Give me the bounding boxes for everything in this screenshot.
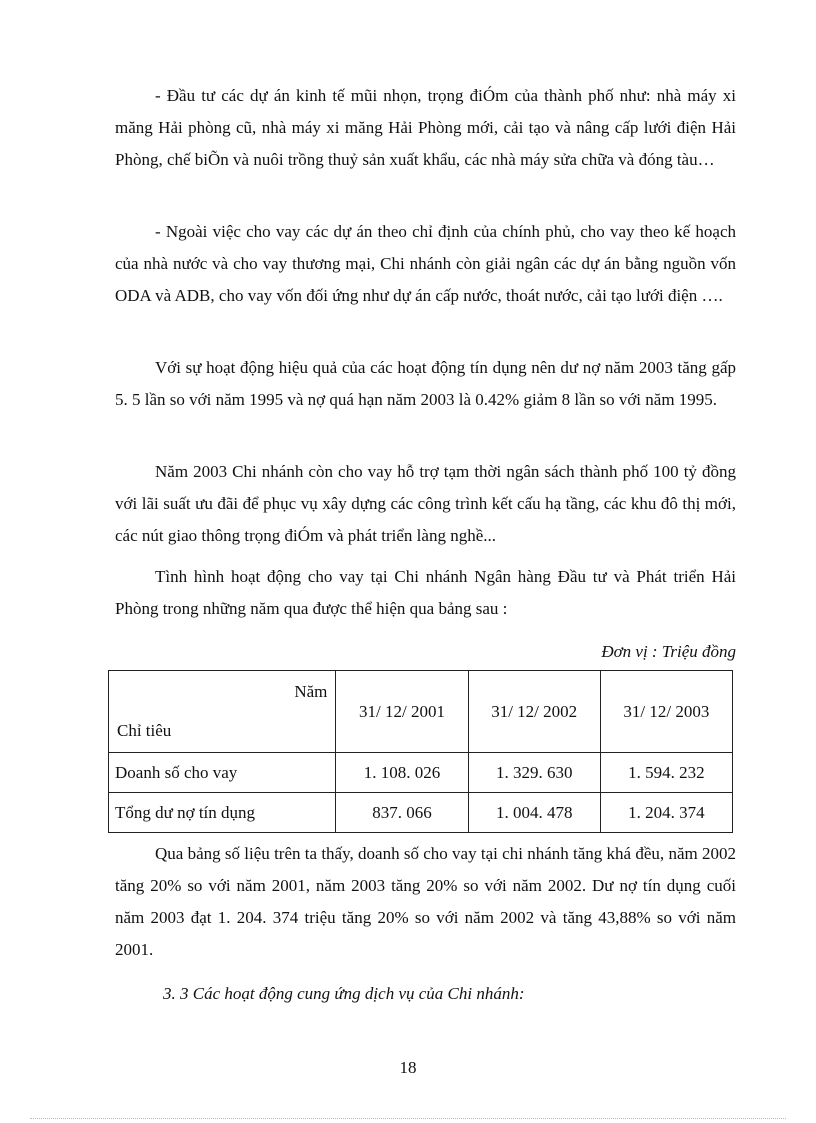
header-year-label: Năm [294, 682, 328, 701]
column-header: 31/ 12/ 2002 [468, 671, 600, 753]
table-cell: 1. 204. 374 [600, 793, 732, 833]
row-label: Doanh số cho vay [109, 753, 336, 793]
lending-table [108, 670, 733, 833]
column-header: 31/ 12/ 2001 [336, 671, 468, 753]
paragraph-analysis: Qua bảng số liệu trên ta thấy, doanh số cho vay tại chi nhánh tăng khá đều, năm 2002 tăng 20% so với năm 2001, năm 2003 tăng 20% so với năm 2002. Dư nợ tín dụng cuối năm 2003 đạt 1. 204. 374 triệu tăng 20% so với năm 2002 và tăng 43,88% so với năm 2001. [115, 844, 736, 959]
page-number: 18 [399, 1058, 417, 1077]
table-corner-cell [109, 671, 336, 753]
table-cell: 1. 004. 478 [468, 793, 600, 833]
table-cell: 1. 329. 630 [468, 753, 600, 793]
footer-divider [30, 1118, 786, 1119]
section-heading: 3. 3 Các hoạt động cung ứng dịch vụ của Chi nhánh: [163, 984, 525, 1003]
table-cell: 1. 108. 026 [336, 753, 468, 793]
table-cell: 837. 066 [336, 793, 468, 833]
paragraph-budget-support: Năm 2003 Chi nhánh còn cho vay hỗ trợ tạm thời ngân sách thành phố 100 tỷ đồng với lãi suất ưu đãi để phục vụ xây dựng các công trình kết cấu hạ tầng, các khu đô thị mới, các nút giao thông trọng điÓm và phát triển làng nghề... [115, 462, 736, 545]
unit-note: Đơn vị : Triệu đồng [601, 642, 736, 661]
header-indicator-label: Chỉ tiêu [117, 721, 172, 740]
table-header-row [109, 671, 733, 753]
paragraph-table-intro: Tình hình hoạt động cho vay tại Chi nhánh Ngân hàng Đầu tư và Phát triển Hải Phòng trong những năm qua được thể hiện qua bảng sau : [115, 567, 736, 618]
column-header: 31/ 12/ 2003 [600, 671, 732, 753]
table-row [109, 793, 733, 833]
paragraph-efficiency: Với sự hoạt động hiệu quả của các hoạt động tín dụng nên dư nợ năm 2003 tăng gấp 5. 5 lần so với năm 1995 và nợ quá hạn năm 2003 là 0.42% giảm 8 lần so với năm 1995. [115, 358, 736, 409]
table-row [109, 753, 733, 793]
table-cell: 1. 594. 232 [600, 753, 732, 793]
row-label: Tổng dư nợ tín dụng [109, 793, 336, 833]
paragraph-investment: - Đầu tư các dự án kinh tế mũi nhọn, trọng điÓm của thành phố như: nhà máy xi măng Hải phòng cũ, nhà máy xi măng Hải Phòng mới, cải tạo và nâng cấp lưới điện Hải Phòng, chế biÕn và nuôi trồng thuỷ sản xuất khẩu, các nhà máy sửa chữa và đóng tàu… [115, 86, 736, 169]
paragraph-lending-oda: - Ngoài việc cho vay các dự án theo chỉ định của chính phủ, cho vay theo kế hoạch của nhà nước và cho vay thương mại, Chi nhánh còn giải ngân các dự án bằng nguồn vốn ODA và ADB, cho vay vốn đối ứng như dự án cấp nước, thoát nước, cải tạo lưới điện …. [115, 222, 736, 305]
